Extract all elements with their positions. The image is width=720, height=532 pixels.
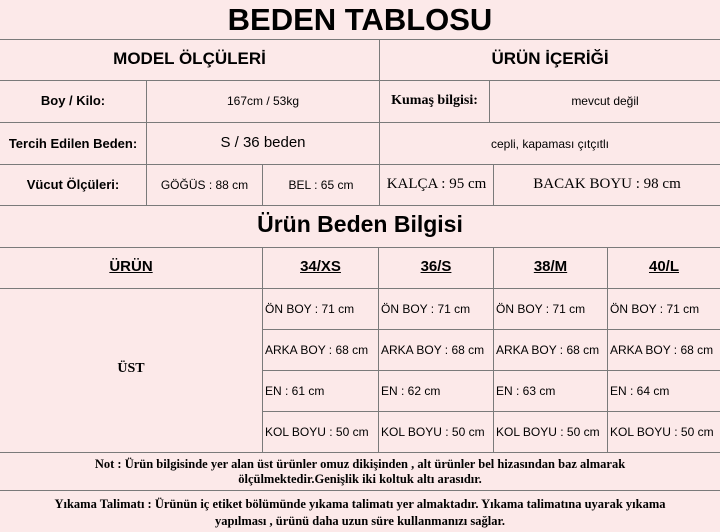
urun-header: ÜRÜN (109, 258, 153, 275)
divider (378, 247, 379, 452)
boy-kilo-label: Boy / Kilo: (40, 93, 106, 108)
divider (0, 39, 720, 40)
measure-cell: ARKA BOY : 68 cm (381, 343, 485, 357)
divider (0, 452, 720, 453)
beden-heading: Ürün Beden Bilgisi (257, 211, 463, 237)
measure-cell: EN : 63 cm (496, 384, 556, 398)
measure-cell: ÖN BOY : 71 cm (265, 302, 355, 316)
divider (262, 370, 720, 371)
divider (0, 80, 720, 81)
divider (493, 247, 494, 452)
measure-cell: ÖN BOY : 71 cm (381, 302, 471, 316)
measure-cell: KOL BOYU : 50 cm (496, 425, 600, 439)
measure-cell: ÖN BOY : 71 cm (496, 302, 586, 316)
size-header-36-s: 36/S (420, 258, 452, 275)
urun-detay: cepli, kapaması çıtçıtlı (490, 137, 610, 151)
measure-cell: ARKA BOY : 68 cm (610, 343, 714, 357)
gogus-value: GÖĞÜS : 88 cm (160, 178, 249, 192)
vucut-label: Vücut Ölçüleri: (26, 177, 120, 192)
boy-kilo-value: 167cm / 53kg (226, 94, 300, 108)
tercih-value: S / 36 beden (220, 134, 306, 151)
ust-row-label: ÜST (117, 361, 145, 376)
kumas-value: mevcut değil (571, 94, 639, 108)
divider (0, 288, 720, 289)
measure-cell: EN : 62 cm (381, 384, 441, 398)
divider (0, 122, 720, 123)
size-header-40-l: 40/L (648, 258, 679, 275)
bacak-value: BACAK BOYU : 98 cm (533, 176, 681, 192)
icerik-heading: ÜRÜN İÇERİĞİ (491, 49, 609, 68)
yikama-line-2: yapılması , ürünü daha uzun süre kullanmanızı sağlar. (214, 514, 506, 528)
measure-cell: KOL BOYU : 50 cm (381, 425, 485, 439)
tercih-label: Tercih Edilen Beden: (8, 136, 138, 151)
size-header-38-m: 38/M (533, 258, 568, 275)
measure-cell: EN : 61 cm (265, 384, 325, 398)
page-title: BEDEN TABLOSU (227, 2, 493, 37)
measure-cell: KOL BOYU : 50 cm (265, 425, 369, 439)
measure-cell: EN : 64 cm (610, 384, 670, 398)
not-line-2: ölçülmektedir.Genişlik iki koltuk altı arasıdır. (238, 472, 482, 486)
divider (0, 164, 720, 165)
model-heading: MODEL ÖLÇÜLERİ (113, 49, 266, 68)
not-line-1: Not : Ürün bilgisinde yer alan üst ürünler omuz dikişinden , alt ürünler bel hizasından baz almarak (94, 457, 626, 471)
kumas-label: Kumaş bilgisi: (391, 93, 478, 108)
divider (607, 247, 608, 452)
measure-cell: ÖN BOY : 71 cm (610, 302, 700, 316)
size-header-34-xs: 34/XS (300, 258, 341, 275)
divider (262, 329, 720, 330)
bel-value: BEL : 65 cm (288, 178, 354, 192)
divider (0, 247, 720, 248)
divider (0, 490, 720, 491)
divider (0, 205, 720, 206)
measure-cell: KOL BOYU : 50 cm (610, 425, 714, 439)
divider (262, 247, 263, 452)
divider (262, 411, 720, 412)
kalca-value: KALÇA : 95 cm (386, 176, 487, 192)
measure-cell: ARKA BOY : 68 cm (496, 343, 600, 357)
measure-cell: ARKA BOY : 68 cm (265, 343, 369, 357)
yikama-line-1: Yıkama Talimatı : Ürünün iç etiket bölümünde yıkama talimatı yer almaktadır. Yıkama talimatına uyarak yıkama (54, 497, 666, 511)
